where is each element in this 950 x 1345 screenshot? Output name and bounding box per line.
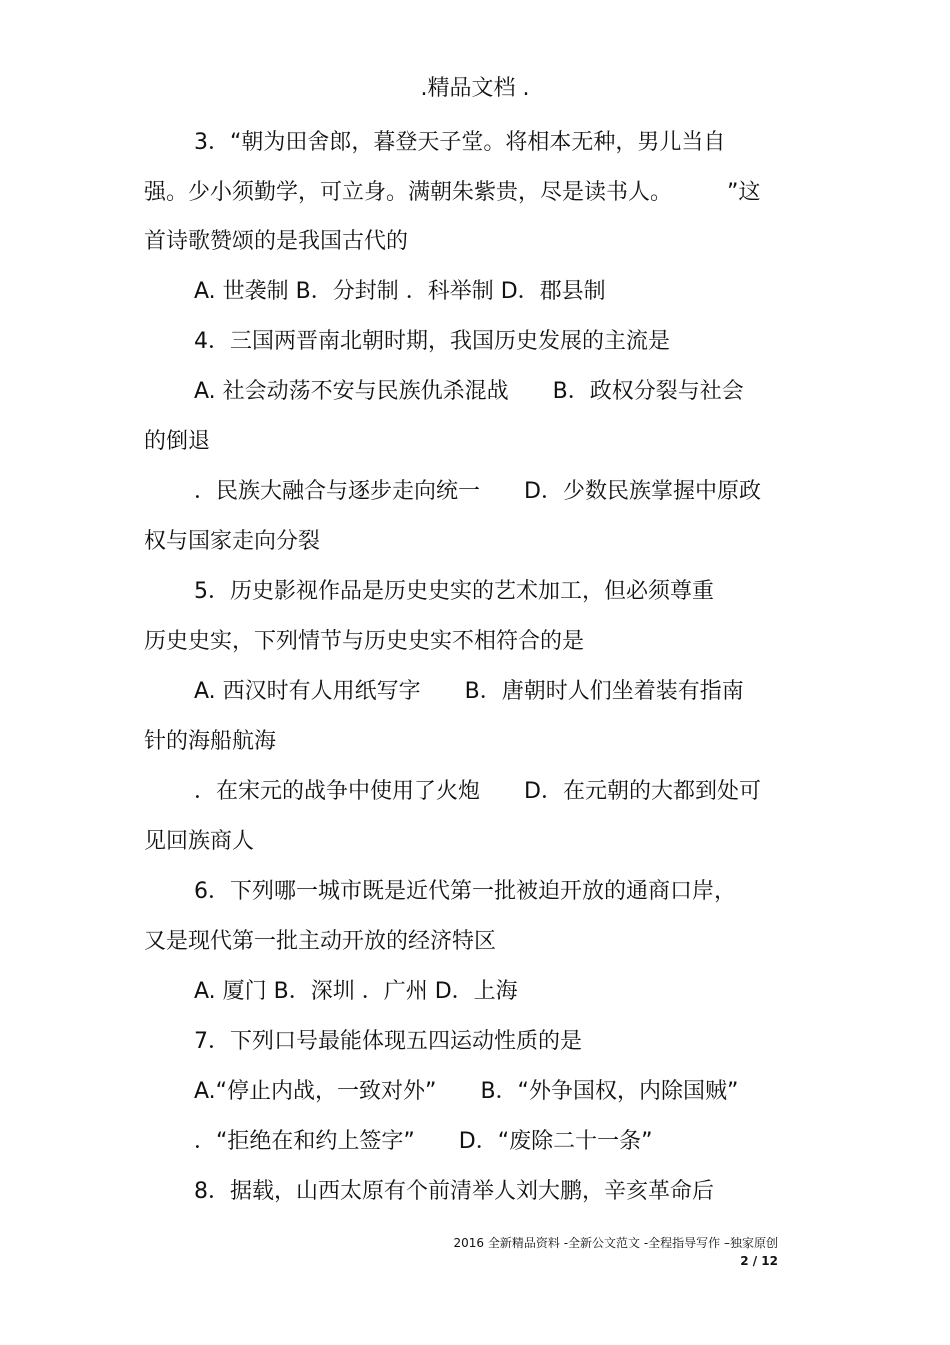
text-line: 首诗歌赞颂的是我国古代的 [144, 229, 409, 254]
text-line: 8．据载，山西太原有个前清举人刘大鹏，辛亥革命后 [194, 1179, 714, 1204]
text-line: 4．三国两晋南北朝时期，我国历史发展的主流是 [194, 329, 670, 354]
text-line: 7．下列口号最能体现五四运动性质的是 [194, 1029, 582, 1054]
page-header: .精品文档 . [420, 76, 530, 101]
text-line: A.“停止内战，一致对外” B．“外争国权，内除国贼” [194, 1079, 739, 1104]
text-line: 5．历史影视作品是历史史实的艺术加工，但必须尊重 [194, 579, 714, 604]
text-line: 强。少小须勤学，可立身。满朝朱紫贵，尽是读书人。 ”这 [144, 180, 761, 205]
text-line: 历史史实，下列情节与历史史实不相符合的是 [144, 629, 585, 654]
text-line: 3．“朝为田舍郎，暮登天子堂。将相本无种，男儿当自 [194, 130, 726, 155]
text-line: 针的海船航海 [144, 729, 277, 754]
text-line: A. 社会动荡不安与民族仇杀混战 B．政权分裂与社会 [194, 379, 744, 404]
text-line: ．“拒绝在和约上签字” D．“废除二十一条” [194, 1129, 653, 1154]
text-line: A. 厦门 B．深圳 ．广州 D．上海 [194, 979, 518, 1004]
page-footer: 2016 全新精品资料 -全新公文范文 -全程指导写作 –独家原创 [453, 1236, 778, 1250]
text-line: ．民族大融合与逐步走向统一 D．少数民族掌握中原政 [194, 479, 761, 504]
text-line: A. 西汉时有人用纸写字 B．唐朝时人们坐着装有指南 [194, 679, 744, 704]
text-line: 见回族商人 [144, 829, 255, 854]
text-line: 的倒退 [144, 429, 211, 454]
text-line: ．在宋元的战争中使用了火炮 D．在元朝的大都到处可 [194, 779, 761, 804]
page-number: 2 / 12 [740, 1254, 778, 1268]
text-line: 权与国家走向分裂 [144, 529, 321, 554]
text-line: 6．下列哪一城市既是近代第一批被迫开放的通商口岸， [194, 879, 736, 904]
text-line: A. 世袭制 B．分封制 ．科举制 D．郡县制 [194, 279, 606, 304]
text-line: 又是现代第一批主动开放的经济特区 [144, 929, 497, 954]
